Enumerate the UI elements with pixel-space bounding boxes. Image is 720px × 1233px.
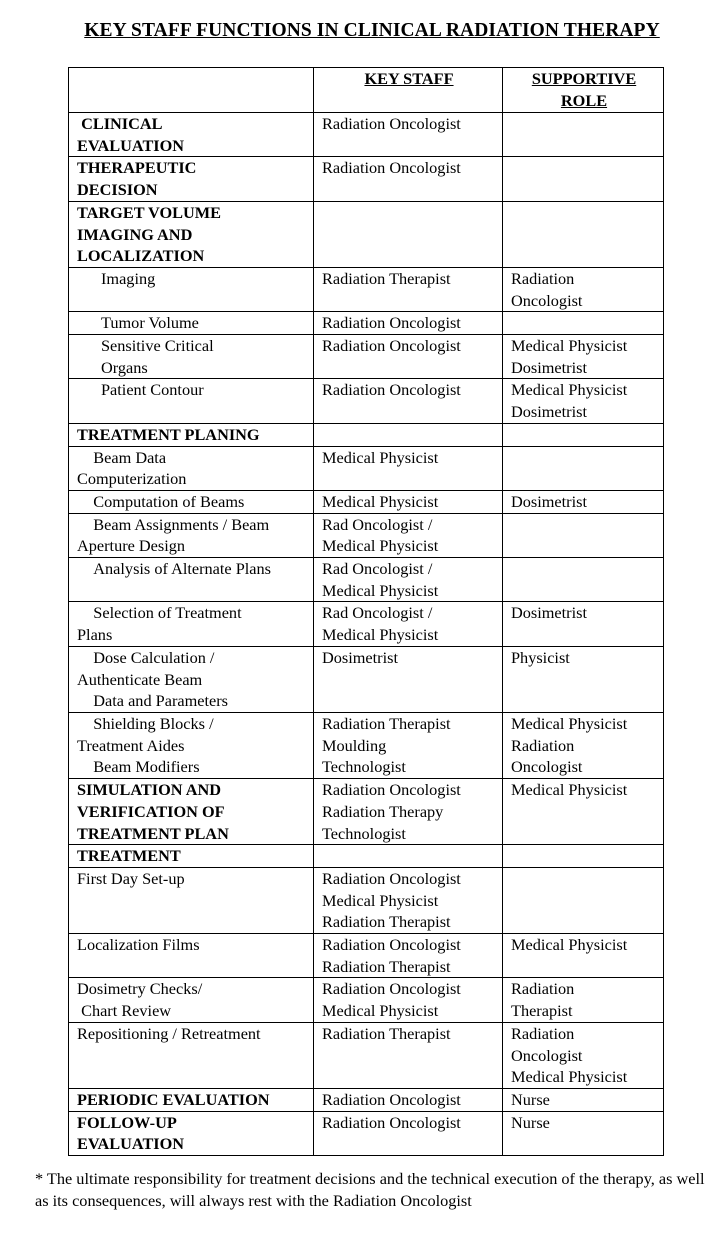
table-row [69,201,664,267]
key-staff-line: Radiation Therapist [322,1023,451,1043]
header-cell-task [69,68,314,113]
key-staff-line: Medical Physicist [322,491,439,511]
key-staff-cell [314,602,503,646]
key-staff-line: Radiation Oncologist [322,158,461,178]
task-cell: Selection of Treatment Plans [69,602,314,646]
supportive-role-cell [503,934,664,978]
key-staff-line: Medical Physicist [322,447,439,467]
supportive-role-cell [503,867,664,933]
key-staff-cell [314,157,503,201]
key-staff-cell [314,113,503,157]
task-cell: Shielding Blocks / Treatment Aides Beam Modifiers [69,712,314,778]
task-cell: TREATMENT PLANING [69,423,314,446]
task-cell: Dose Calculation / Authenticate Beam Data and Parameters [69,646,314,712]
key-staff-line: Radiation Oncologist [322,935,461,955]
task-cell: First Day Set-up [69,867,314,933]
key-staff-cell [314,423,503,446]
supportive-role-cell [503,423,664,446]
table-row [69,845,664,868]
table-row [69,423,664,446]
key-staff-cell [314,513,503,557]
supportive-role-line: Nurse [511,1089,550,1109]
supportive-role-cell [503,267,664,311]
supportive-role-line: Therapist [511,1001,573,1021]
supportive-role-cell [503,446,664,490]
supportive-role-cell [503,646,664,712]
table-row [69,978,664,1022]
staff-functions-table [68,67,664,1156]
page-title: KEY STAFF FUNCTIONS IN CLINICAL RADIATION THERAPY [84,20,660,41]
task-cell: CLINICAL EVALUATION [69,113,314,157]
supportive-role-cell [503,602,664,646]
task-cell: Dosimetry Checks/ Chart Review [69,978,314,1022]
key-staff-line: Medical Physicist [322,890,439,910]
key-staff-line: Radiation Oncologist [322,780,461,800]
table-row [69,867,664,933]
key-staff-cell [314,1111,503,1155]
supportive-role-line: Dosimetrist [511,603,587,623]
key-staff-line: Dosimetrist [322,647,398,667]
task-cell: Repositioning / Retreatment [69,1022,314,1088]
task-cell: Sensitive Critical Organs [69,335,314,379]
supportive-role-cell [503,558,664,602]
key-staff-cell [314,201,503,267]
table-row [69,934,664,978]
table-header-row [69,68,664,113]
key-staff-line: Medical Physicist [322,580,439,600]
table-row [69,779,664,845]
supportive-role-cell [503,201,664,267]
key-staff-cell [314,934,503,978]
key-staff-line: Rad Oncologist / [322,559,433,579]
key-staff-cell [314,446,503,490]
key-staff-cell [314,267,503,311]
table-row [69,335,664,379]
supportive-role-cell [503,513,664,557]
header-cell-supportive-role: SUPPORTIVE ROLE [503,68,664,113]
supportive-role-cell [503,379,664,423]
footnote: * The ultimate responsibility for treatment decisions and the technical execution of the therapy, as well as its consequences, will always rest with the Radiation Oncologist [35,1169,705,1210]
supportive-role-line: Radiation [511,979,575,999]
table-row [69,1022,664,1088]
key-staff-line: Rad Oncologist / [322,603,433,623]
supportive-role-line: Oncologist [511,290,583,310]
supportive-role-line: Radiation [511,1023,575,1043]
key-staff-cell [314,379,503,423]
key-staff-cell [314,978,503,1022]
key-staff-cell [314,312,503,335]
table-row [69,157,664,201]
key-staff-line: Radiation Therapy [322,801,444,821]
key-staff-line: Radiation Therapist [322,912,451,932]
key-staff-cell [314,867,503,933]
key-staff-line: Technologist [322,757,406,777]
key-staff-line: Radiation Oncologist [322,1112,461,1132]
key-staff-cell [314,779,503,845]
table-row [69,646,664,712]
key-staff-line: Radiation Oncologist [322,114,461,133]
supportive-role-line: Dosimetrist [511,491,587,511]
task-cell: TREATMENT [69,845,314,868]
table-row [69,446,664,490]
key-staff-line: Radiation Oncologist [322,313,461,333]
supportive-role-line: Medical Physicist [511,380,628,400]
supportive-role-cell [503,1088,664,1111]
key-staff-line: Medical Physicist [322,625,439,645]
supportive-role-line: Radiation [511,735,575,755]
key-staff-cell [314,845,503,868]
key-staff-line: Technologist [322,823,406,843]
task-cell: Patient Contour [69,379,314,423]
task-cell: Tumor Volume [69,312,314,335]
key-staff-line: Radiation Oncologist [322,380,461,400]
key-staff-line: Radiation Therapist [322,713,451,733]
supportive-role-cell [503,157,664,201]
supportive-role-cell [503,1111,664,1155]
supportive-role-cell [503,845,664,868]
key-staff-line: Radiation Oncologist [322,979,461,999]
supportive-role-line: Medical Physicist [511,780,628,800]
task-cell: THERAPEUTIC DECISION [69,157,314,201]
key-staff-line: Moulding [322,735,387,755]
table-row [69,267,664,311]
supportive-role-line: Medical Physicist [511,336,628,356]
supportive-role-line: Medical Physicist [511,1067,628,1087]
key-staff-line: Medical Physicist [322,536,439,556]
table-row [69,712,664,778]
supportive-role-line: Oncologist [511,757,583,777]
supportive-role-line: Medical Physicist [511,713,628,733]
key-staff-cell [314,1022,503,1088]
supportive-role-cell [503,490,664,513]
key-staff-line: Radiation Therapist [322,956,451,976]
key-staff-line: Rad Oncologist / [322,514,433,534]
table-row [69,1088,664,1111]
supportive-role-line: Medical Physicist [511,935,628,955]
header-cell-key-staff: KEY STAFF [314,68,503,113]
key-staff-cell [314,1088,503,1111]
table-row [69,379,664,423]
task-cell: PERIODIC EVALUATION [69,1088,314,1111]
supportive-role-line: Physicist [511,647,570,667]
supportive-role-line: Oncologist [511,1045,583,1065]
key-staff-line: Medical Physicist [322,1001,439,1021]
key-staff-cell [314,335,503,379]
key-staff-line: Radiation Oncologist [322,336,461,356]
table-row [69,490,664,513]
task-cell: SIMULATION AND VERIFICATION OF TREATMENT PLAN [69,779,314,845]
table-row [69,1111,664,1155]
table-row [69,312,664,335]
key-staff-line: Radiation Oncologist [322,1089,461,1109]
supportive-role-cell [503,113,664,157]
key-staff-cell [314,712,503,778]
task-cell: Localization Films [69,934,314,978]
task-cell: Computation of Beams [69,490,314,513]
table-row [69,558,664,602]
supportive-role-cell [503,712,664,778]
supportive-role-cell [503,312,664,335]
supportive-role-line: Nurse [511,1112,550,1132]
task-cell: Imaging [69,267,314,311]
key-staff-cell [314,558,503,602]
supportive-role-cell [503,335,664,379]
table-row [69,602,664,646]
table-row [69,113,664,157]
task-cell: Analysis of Alternate Plans [69,558,314,602]
supportive-role-line: Dosimetrist [511,357,587,377]
supportive-role-line: Radiation [511,268,575,288]
task-cell: Beam Assignments / Beam Aperture Design [69,513,314,557]
supportive-role-cell [503,779,664,845]
task-cell: TARGET VOLUME IMAGING AND LOCALIZATION [69,201,314,267]
supportive-role-line: Dosimetrist [511,402,587,422]
key-staff-line: Radiation Therapist [322,268,451,288]
table-row [69,513,664,557]
supportive-role-cell [503,1022,664,1088]
task-cell: Beam Data Computerization [69,446,314,490]
key-staff-cell [314,490,503,513]
key-staff-cell [314,646,503,712]
key-staff-line: Radiation Oncologist [322,868,461,888]
supportive-role-cell [503,978,664,1022]
task-cell: FOLLOW-UP EVALUATION [69,1111,314,1155]
